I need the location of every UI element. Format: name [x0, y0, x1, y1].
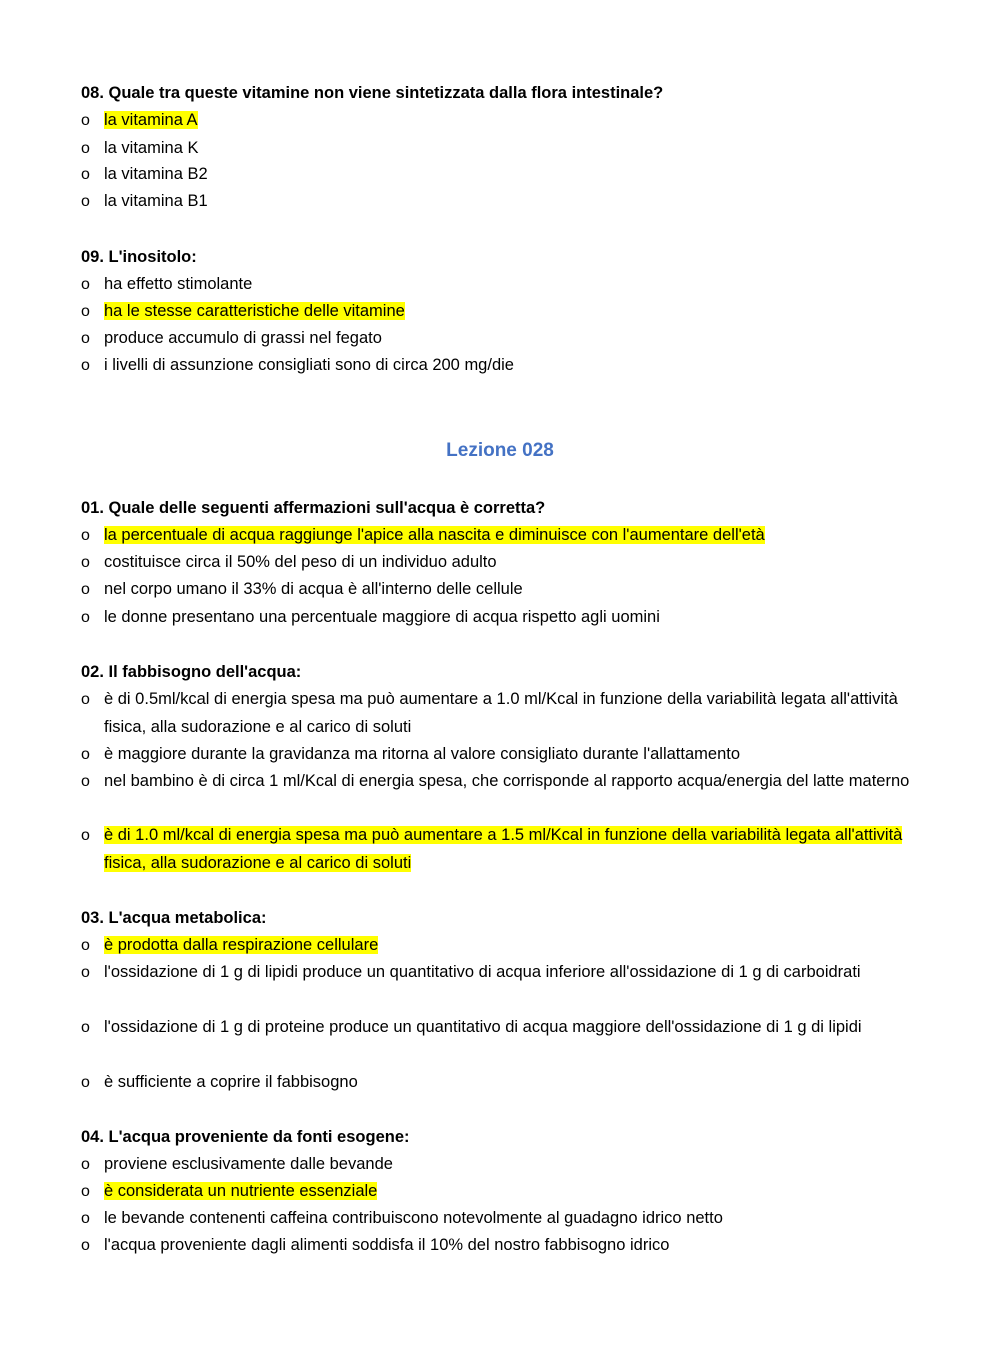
- answer-option: [81, 1232, 916, 1260]
- bullet-icon: o: [81, 1210, 90, 1227]
- answer-option: [81, 161, 916, 189]
- bullet-icon: o: [81, 527, 90, 544]
- answer-text: nel corpo umano il 33% di acqua è all'interno delle cellule: [104, 580, 523, 598]
- bullet-icon: o: [81, 609, 90, 626]
- answer-text: proviene esclusivamente dalle bevande: [104, 1155, 393, 1173]
- answer-text-correct: è considerata un nutriente essenziale: [104, 1182, 378, 1200]
- answer-option: [81, 325, 916, 353]
- answer-text: ha effetto stimolante: [104, 275, 253, 293]
- bullet-icon: o: [81, 193, 90, 210]
- answer-option: [81, 135, 916, 163]
- bullet-icon: o: [81, 554, 90, 571]
- answer-text-correct: ha le stesse caratteristiche delle vitamine: [104, 302, 405, 320]
- answer-option: [81, 768, 916, 796]
- bullet-icon: o: [81, 303, 90, 320]
- answer-text-correct: è di 1.0 ml/kcal di energia spesa ma può aumentare a 1.5 ml/Kcal in funzione della variabilità legata all'attività fisica, alla sudorazione e al carico di soluti: [104, 826, 903, 872]
- answer-text: i livelli di assunzione consigliati sono di circa 200 mg/die: [104, 356, 514, 374]
- bullet-icon: o: [81, 166, 90, 183]
- bullet-icon: o: [81, 1183, 90, 1200]
- answer-option: [81, 1205, 916, 1233]
- question-title: 08. Quale tra queste vitamine non viene sintetizzata dalla flora intestinale?: [81, 84, 664, 102]
- bullet-icon: o: [81, 1074, 90, 1091]
- answer-option: [81, 271, 916, 299]
- answer-text: la vitamina B1: [104, 192, 208, 210]
- answer-option: [81, 959, 916, 987]
- bullet-icon: o: [81, 1156, 90, 1173]
- question-title: 02. Il fabbisogno dell'acqua:: [81, 663, 302, 681]
- answer-text: nel bambino è di circa 1 ml/Kcal di energia spesa, che corrisponde al rapporto acqua/energia del latte materno: [104, 772, 910, 790]
- bullet-icon: o: [81, 691, 90, 708]
- answer-text-correct: la vitamina A: [104, 111, 198, 129]
- answer-option: [81, 932, 916, 960]
- answer-text: produce accumulo di grassi nel fegato: [104, 329, 382, 347]
- bullet-icon: o: [81, 1019, 90, 1036]
- answer-text: la vitamina K: [104, 138, 199, 157]
- answer-text: le bevande contenenti caffeina contribuiscono notevolmente al guadagno idrico netto: [104, 1209, 723, 1227]
- answer-text-correct: la percentuale di acqua raggiunge l'apice alla nascita e diminuisce con l'aumentare dell'età: [104, 526, 765, 544]
- answer-option: [81, 188, 916, 216]
- question-title: 03. L'acqua metabolica:: [81, 909, 267, 927]
- bullet-icon: o: [81, 1237, 90, 1254]
- lesson-heading: Lezione 028: [446, 440, 554, 461]
- answer-text: costituisce circa il 50% del peso di un individuo adulto: [104, 553, 497, 571]
- bullet-icon: o: [81, 746, 90, 763]
- answer-text: è maggiore durante la gravidanza ma ritorna al valore consigliato durante l'allattamento: [104, 745, 741, 763]
- answer-option: [81, 1014, 916, 1042]
- answer-option: [81, 686, 916, 741]
- answer-option: [81, 352, 916, 380]
- answer-text: è di 0.5ml/kcal di energia spesa ma può aumentare a 1.0 ml/Kcal in funzione della variabilità legata all'attività fisica, alla sudorazione e al carico di soluti: [104, 690, 898, 736]
- bullet-icon: o: [81, 276, 90, 293]
- answer-option: [81, 741, 916, 769]
- answer-option: [81, 576, 916, 604]
- answer-option: [81, 1069, 916, 1097]
- bullet-icon: o: [81, 937, 90, 954]
- answer-option: [81, 604, 916, 632]
- bullet-icon: o: [81, 773, 90, 790]
- bullet-icon: o: [81, 827, 90, 844]
- bullet-icon: o: [81, 139, 90, 157]
- answer-text-correct: è prodotta dalla respirazione cellulare: [104, 936, 379, 954]
- question-title: 04. L'acqua proveniente da fonti esogene:: [81, 1128, 410, 1146]
- bullet-icon: o: [81, 964, 90, 981]
- answer-option: [81, 549, 916, 577]
- answer-option: [81, 522, 916, 550]
- answer-text: è sufficiente a coprire il fabbisogno: [104, 1073, 358, 1091]
- question-title: 09. L'inositolo:: [81, 248, 197, 266]
- bullet-icon: o: [81, 581, 90, 598]
- answer-option: [81, 822, 916, 877]
- answer-option: [81, 1151, 916, 1179]
- bullet-icon: o: [81, 357, 90, 374]
- answer-option: [81, 107, 916, 135]
- bullet-icon: o: [81, 112, 90, 129]
- answer-text: l'ossidazione di 1 g di lipidi produce un quantitativo di acqua inferiore all'ossidazione di 1 g di carboidrati: [104, 963, 861, 981]
- question-title: 01. Quale delle seguenti affermazioni sull'acqua è corretta?: [81, 499, 546, 517]
- answer-option: [81, 1178, 916, 1206]
- answer-text: l'acqua proveniente dagli alimenti soddisfa il 10% del nostro fabbisogno idrico: [104, 1236, 670, 1254]
- answer-text: la vitamina B2: [104, 165, 208, 183]
- bullet-icon: o: [81, 330, 90, 347]
- answer-text: le donne presentano una percentuale maggiore di acqua rispetto agli uomini: [104, 608, 660, 626]
- answer-text: l'ossidazione di 1 g di proteine produce un quantitativo di acqua maggiore dell'ossidazione di 1 g di lipidi: [104, 1018, 862, 1036]
- answer-option: [81, 298, 916, 326]
